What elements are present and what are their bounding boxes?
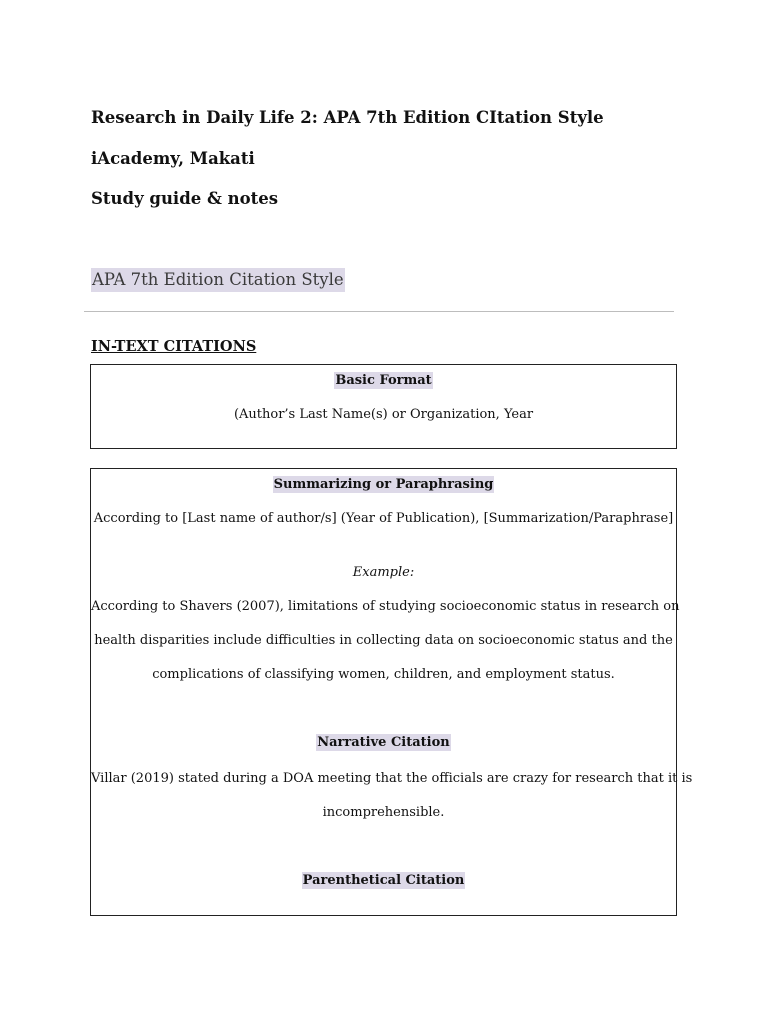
basic-format-label xyxy=(91,373,676,388)
narrative-line-1: Villar (2019) stated during a DOA meeting that the officials are crazy for research that it is xyxy=(91,771,693,786)
basic-format-text: (Author’s Last Name(s) or Organization, Year xyxy=(233,407,534,422)
institution-name: iAcademy, Makati xyxy=(91,149,255,168)
narrative-citation-label xyxy=(91,735,676,750)
narrative-line-2: incomprehensible. xyxy=(322,805,445,820)
summarizing-box xyxy=(90,468,693,916)
horizontal-divider xyxy=(84,311,674,312)
parenthetical-citation-label xyxy=(91,873,676,888)
summarizing-label xyxy=(91,477,676,492)
document-title: Research in Daily Life 2: APA 7th Edition CItation Style xyxy=(91,108,604,127)
summarizing-label-text: Summarizing or Paraphrasing xyxy=(273,477,494,492)
example-line-3: complications of classifying women, children, and employment status. xyxy=(152,667,615,682)
example-label: Example: xyxy=(352,565,415,580)
document-subtitle: Study guide & notes xyxy=(91,189,279,208)
example-line-2: health disparities include difficulties in collecting data on socioeconomic status and the xyxy=(94,633,673,648)
basic-format-label-text: Basic Format xyxy=(335,373,432,388)
narrative-citation-label-text: Narrative Citation xyxy=(317,735,450,750)
summarizing-format: According to [Last name of author/s] (Year of Publication), [Summarization/Paraphrase] xyxy=(93,511,674,526)
in-text-citations-heading: IN-TEXT CITATIONS xyxy=(91,338,257,355)
basic-format-box xyxy=(90,364,677,449)
section-heading: APA 7th Edition Citation Style xyxy=(91,268,345,292)
example-line-1: According to Shavers (2007), limitations of studying socioeconomic status in research on xyxy=(91,599,680,614)
parenthetical-citation-label-text: Parenthetical Citation xyxy=(302,873,465,888)
